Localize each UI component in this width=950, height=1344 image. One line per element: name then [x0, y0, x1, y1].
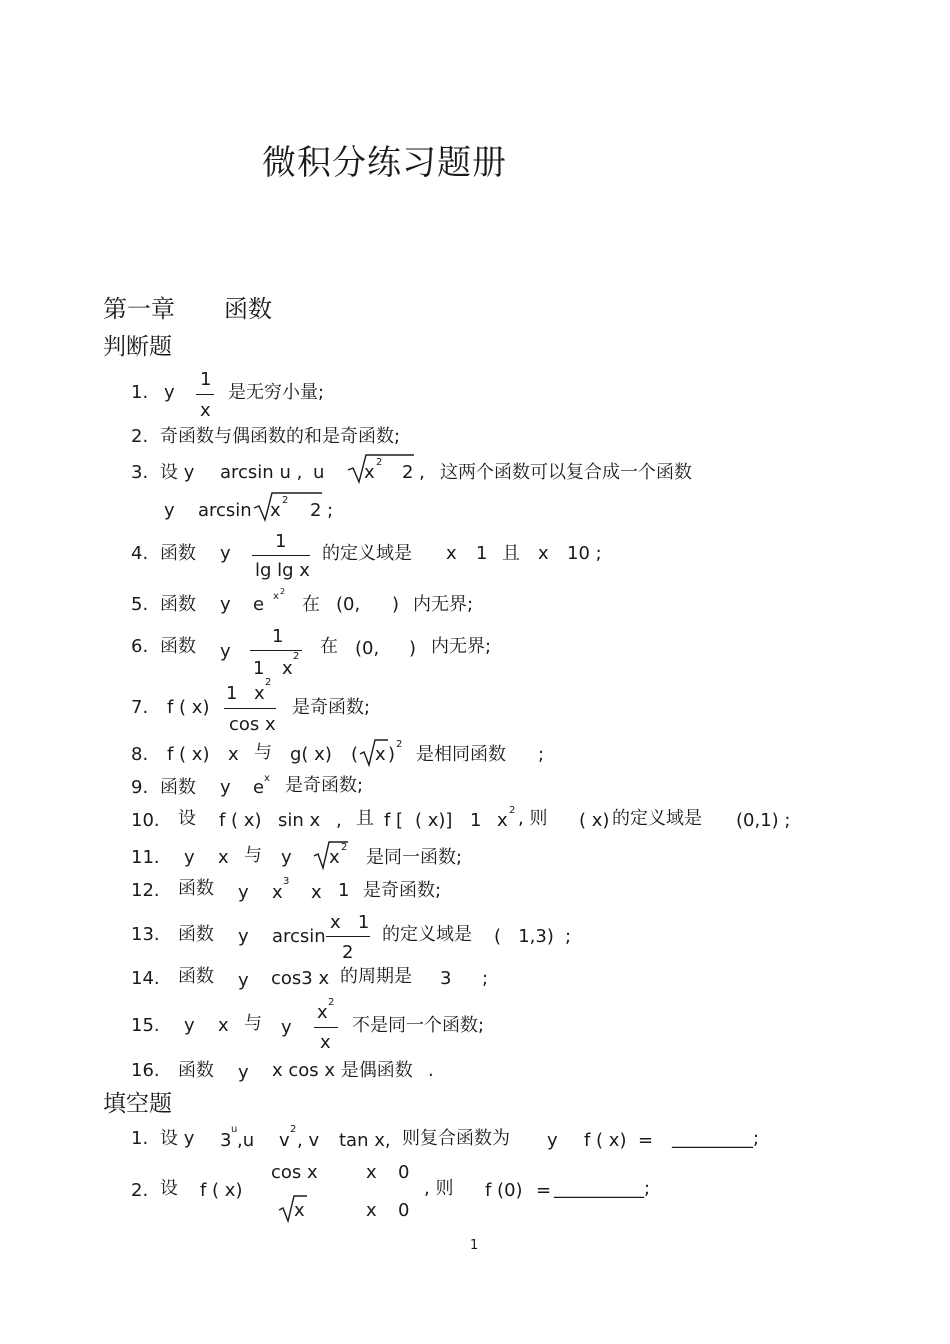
q-tail-text: 的定义域是	[382, 924, 472, 945]
var-y: y	[238, 926, 249, 947]
word-yu: 与	[244, 1013, 262, 1034]
q-pre: 设	[178, 808, 196, 829]
page-title: 微积分练习题册	[262, 143, 507, 183]
var-v: v	[279, 1130, 290, 1151]
section-judge-heading: 判断题	[103, 334, 172, 360]
superscript: 2	[280, 587, 286, 596]
q-tail-text: 这两个函数可以复合成一个函数	[440, 462, 692, 483]
interval-open: (0,	[336, 594, 361, 615]
q-pre: 设	[160, 1178, 178, 1199]
radicand-x: x	[270, 500, 281, 521]
sin-x: sin x	[278, 810, 321, 831]
q-tail-text: 是奇函数;	[292, 697, 371, 718]
q-pre: 函数	[178, 878, 214, 899]
var-x: x	[497, 810, 508, 831]
q-number: 9.	[131, 777, 149, 798]
var-y: y	[547, 1130, 558, 1151]
frac-denominator: x	[320, 1032, 331, 1053]
denominator-x: x	[282, 658, 293, 679]
cos3x: cos3 x	[271, 968, 330, 989]
case-1-var: x	[366, 1162, 377, 1183]
q-pre: 函数	[160, 777, 196, 798]
q-pre: 函数	[178, 1060, 214, 1081]
frac-bar	[326, 936, 370, 937]
q-number: 16.	[131, 1060, 160, 1081]
period: .	[428, 1060, 434, 1081]
frac-numerator: x	[317, 1002, 328, 1023]
phi-x: ( x)	[579, 810, 610, 831]
q-tail-text: 内无界;	[431, 636, 492, 657]
superscript: 2	[396, 739, 403, 750]
q-tail-text: 是奇函数;	[363, 880, 442, 901]
q-pre: 函数	[160, 636, 196, 657]
q-tail-text: 则复合函数为	[402, 1128, 510, 1149]
q-tail-text: 的定义域是	[612, 808, 702, 829]
frac-numerator: 1	[200, 369, 212, 390]
page-number: 1	[470, 1238, 479, 1253]
q-pre: 函数	[160, 543, 196, 564]
case-1-expr: cos x	[271, 1162, 318, 1183]
var-y: y	[220, 641, 231, 662]
conj-qie: 且	[502, 543, 520, 564]
var-y: y	[281, 1017, 292, 1038]
q-pre: 设 y	[160, 1128, 195, 1149]
var-y: y	[220, 594, 231, 615]
word-yu: 与	[254, 742, 272, 763]
paren-close: )	[388, 744, 396, 765]
q-number: 8.	[131, 744, 149, 765]
q-tail-text: 的周期是	[340, 966, 412, 987]
q-number: 4.	[131, 543, 149, 564]
word-yu: 与	[244, 845, 262, 866]
semicolon: ;	[565, 926, 572, 947]
var-y: y	[220, 543, 231, 564]
frac-numerator: 1	[272, 626, 284, 647]
value-ten: 10 ;	[567, 543, 602, 564]
func-f-x: f ( x)	[584, 1130, 627, 1151]
var-v: , v	[297, 1130, 320, 1151]
denominator-one: 1	[253, 658, 265, 679]
func-f-x: f ( x)	[219, 810, 262, 831]
case-1-bound: 0	[398, 1162, 410, 1183]
var-y: y	[238, 970, 249, 991]
interval-value: (0,1) ;	[736, 810, 791, 831]
value-one: 1	[338, 880, 350, 901]
var-x: x	[311, 882, 322, 903]
frac-bar	[252, 555, 310, 556]
superscript: 2	[376, 457, 383, 468]
chapter-name: 函数	[224, 295, 272, 323]
q-number: 1.	[131, 382, 149, 403]
section-fill-heading: 填空题	[103, 1091, 172, 1117]
q-number: 2.	[131, 426, 149, 447]
interval-close: )	[392, 594, 400, 615]
semicolon: ;	[482, 968, 489, 989]
q-number: 14.	[131, 968, 160, 989]
answer-blank: __________;	[554, 1178, 651, 1199]
q-tail-text: 是奇函数;	[285, 775, 364, 796]
func-f-x: f ( x)	[167, 697, 210, 718]
conj-qie: 且	[356, 808, 374, 829]
var-x: x	[218, 1015, 229, 1036]
q-pre: 函数	[178, 924, 214, 945]
equals: =	[638, 1130, 654, 1151]
semicolon: ;	[538, 744, 545, 765]
interval-open: (0,	[355, 638, 380, 659]
superscript: 2	[341, 842, 348, 853]
var-x: x	[272, 882, 283, 903]
q-number: 13.	[131, 924, 160, 945]
var-y: y	[164, 382, 175, 403]
superscript: 3	[283, 876, 290, 887]
phi-x: ( x)]	[415, 810, 453, 831]
answer-blank: _________;	[672, 1128, 760, 1149]
case-2-bound: 0	[398, 1200, 410, 1221]
q-pre: 函数	[178, 966, 214, 987]
word-zai: 在	[320, 636, 338, 657]
value-one: 1	[470, 810, 482, 831]
func-f-bracket: f [	[384, 810, 404, 831]
frac-bar	[224, 708, 276, 709]
superscript: 2	[328, 997, 335, 1008]
frac-denominator: x	[200, 400, 211, 421]
value-three: 3	[440, 968, 452, 989]
q-tail-text: 是同一函数;	[366, 847, 463, 868]
q-number: 11.	[131, 847, 160, 868]
tan-x: tan x,	[339, 1130, 391, 1151]
superscript: x	[264, 773, 270, 784]
q-number: 6.	[131, 636, 149, 657]
q-tail-text: 内无界;	[413, 594, 474, 615]
radicand-two: 2 ,	[402, 462, 425, 483]
q-number: 3.	[131, 462, 149, 483]
q-expression: x cos x 是偶函数	[272, 1060, 413, 1081]
superscript: 2	[509, 805, 516, 816]
q-arcsin: arcsin	[272, 926, 326, 947]
superscript: x	[273, 591, 279, 602]
case-2-var: x	[366, 1200, 377, 1221]
var-u: u	[313, 462, 325, 483]
exp-base-e: e	[253, 777, 265, 798]
func-f-x: f ( x)	[167, 744, 210, 765]
frac-denominator: lg lg x	[255, 560, 310, 581]
q-pre: 设 y	[160, 462, 195, 483]
var-x: x	[228, 744, 239, 765]
q-number: 1.	[131, 1128, 149, 1149]
frac-numerator: x 1	[330, 912, 370, 933]
q-number: 2.	[131, 1180, 149, 1201]
frac-denominator: cos x	[229, 714, 276, 735]
q-tail-text: 不是同一个函数;	[352, 1015, 485, 1036]
comma: ,	[336, 810, 342, 831]
frac-denominator: 2	[342, 942, 354, 963]
q-mid-text: 的定义域是	[322, 543, 412, 564]
superscript: 2	[290, 1124, 297, 1135]
interval-close: )	[409, 638, 417, 659]
frac-bar	[314, 1027, 338, 1028]
superscript: 2	[282, 495, 289, 506]
superscript: u	[231, 1124, 238, 1135]
var-u: ,u	[237, 1130, 255, 1151]
q-pre: 函数	[160, 594, 196, 615]
radicand-x: x	[329, 847, 340, 868]
f-of-zero: f (0)	[485, 1180, 523, 1201]
var-y: y	[238, 1062, 249, 1083]
q-arcsin: arcsin u ,	[220, 462, 303, 483]
q-number: 5.	[131, 594, 149, 615]
interval-value: ( 1,3)	[494, 926, 554, 947]
chapter-label: 第一章	[103, 295, 175, 323]
radicand-x: x	[375, 744, 386, 765]
var-y: y	[238, 882, 249, 903]
radicand-x: x	[294, 1200, 305, 1221]
value-one: 1	[476, 543, 488, 564]
var-y: y	[164, 500, 175, 521]
radicand-x: x	[364, 462, 375, 483]
q-arcsin: arcsin	[198, 500, 252, 521]
word-ze: , 则	[518, 808, 548, 829]
var-x: x	[538, 543, 549, 564]
radicand-two: 2 ;	[310, 500, 334, 521]
tf-question-2-text: 奇函数与偶函数的和是奇函数;	[160, 426, 401, 447]
paren-open: (	[351, 744, 359, 765]
q-number: 10.	[131, 810, 160, 831]
word-ze: , 则	[424, 1178, 454, 1199]
value-three: 3	[220, 1130, 232, 1151]
frac-bar	[196, 394, 214, 395]
q-number: 12.	[131, 880, 160, 901]
func-g-x: g( x)	[290, 744, 332, 765]
func-f-x: f ( x)	[200, 1180, 243, 1201]
superscript: 2	[265, 677, 272, 688]
numerator-x: x	[254, 683, 265, 704]
numerator-one: 1	[226, 683, 238, 704]
var-y: y	[220, 777, 231, 798]
var-y: y	[281, 847, 292, 868]
q-tail-text: 是相同函数	[416, 744, 506, 765]
q-tail-text: 是无穷小量;	[228, 382, 325, 403]
exp-base-e: e	[253, 594, 265, 615]
var-y: y	[184, 1015, 195, 1036]
q-number: 15.	[131, 1015, 160, 1036]
superscript: 2	[293, 651, 300, 662]
word-zai: 在	[302, 594, 320, 615]
var-x: x	[446, 543, 457, 564]
equals: =	[536, 1180, 552, 1201]
frac-numerator: 1	[275, 531, 287, 552]
var-x: x	[218, 847, 229, 868]
q-number: 7.	[131, 697, 149, 718]
var-y: y	[184, 847, 195, 868]
